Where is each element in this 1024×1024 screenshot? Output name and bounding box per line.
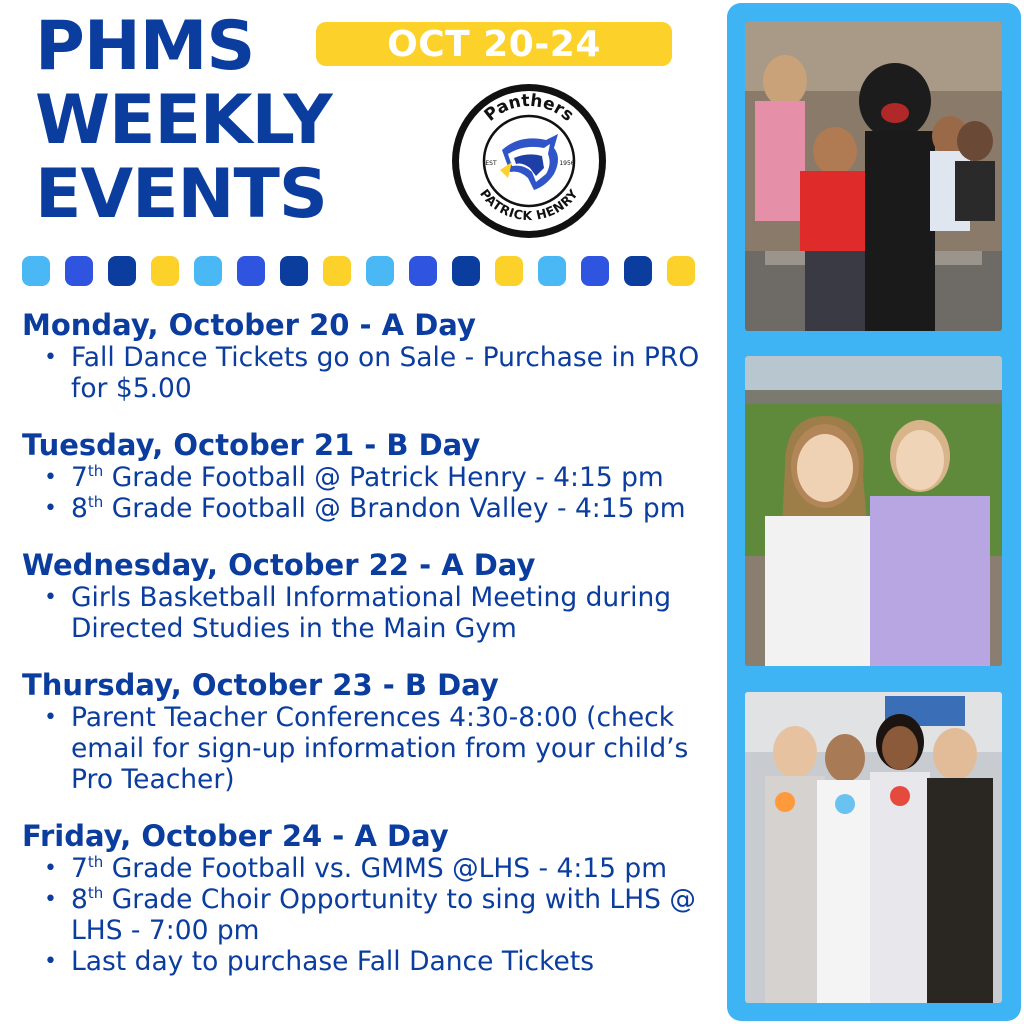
photo-strip (727, 3, 1021, 1021)
bullet-icon: • (44, 887, 57, 912)
weekly-schedule (22, 308, 727, 1001)
day-section (22, 428, 727, 524)
bullet-icon: • (44, 705, 57, 730)
decorative-dot (22, 256, 50, 286)
event-item (22, 462, 727, 493)
decorative-dot (624, 256, 652, 286)
day-heading: Monday, October 20 - A Day (22, 308, 476, 342)
event-text: Grade Choir Opportunity to sing with LHS @ LHS - 7:00 pm (71, 884, 696, 946)
day-section (22, 819, 727, 977)
day-heading: Friday, October 24 - A Day (22, 819, 449, 853)
bullet-icon: • (44, 345, 57, 370)
grade-number: 8 (71, 884, 88, 915)
event-list (22, 853, 727, 977)
event-text: Grade Football vs. GMMS @LHS - 4:15 pm (103, 853, 668, 884)
event-text: Fall Dance Tickets go on Sale - Purchase in PRO for $5.00 (71, 342, 700, 404)
day-section (22, 548, 727, 644)
date-range-text: OCT 20-24 (387, 23, 601, 65)
event-text: Last day to purchase Fall Dance Tickets (71, 946, 595, 977)
day-section (22, 668, 727, 795)
day-heading: Wednesday, October 22 - A Day (22, 548, 536, 582)
event-list (22, 462, 727, 524)
title-line-2: WEEKLY (35, 81, 332, 160)
decorative-dot (65, 256, 93, 286)
grade-number: 7 (71, 462, 88, 493)
event-list (22, 702, 727, 795)
photo-two-girls-outdoors (745, 356, 1002, 666)
decorative-dot (538, 256, 566, 286)
event-item (22, 493, 727, 524)
bullet-icon: • (44, 949, 57, 974)
event-text: Grade Football @ Patrick Henry - 4:15 pm (103, 462, 664, 493)
date-range-badge (316, 22, 672, 66)
decorative-dot (280, 256, 308, 286)
ordinal-suffix: th (87, 884, 104, 902)
decorative-dot (108, 256, 136, 286)
school-logo (450, 82, 608, 240)
decorative-dot (323, 256, 351, 286)
photo-students-with-panther-mascot (745, 21, 1002, 331)
decorative-dot (237, 256, 265, 286)
bullet-icon: • (44, 465, 57, 490)
bullet-icon: • (44, 496, 57, 521)
event-text: Grade Football @ Brandon Valley - 4:15 pm (103, 493, 686, 524)
event-item (22, 582, 727, 644)
event-item (22, 884, 727, 946)
logo-bottom-text: PATRICK HENRY (477, 186, 581, 224)
event-item (22, 702, 727, 795)
decorative-dot (366, 256, 394, 286)
logo-top-text: Panthers (480, 90, 578, 126)
photo-girls-with-leis-classroom (745, 692, 1002, 1003)
decorative-dot-row (22, 256, 695, 286)
decorative-dot (581, 256, 609, 286)
bullet-icon: • (44, 585, 57, 610)
day-heading: Tuesday, October 21 - B Day (22, 428, 481, 462)
event-text: Girls Basketball Informational Meeting during Directed Studies in the Main Gym (71, 582, 672, 644)
event-list (22, 582, 727, 644)
logo-badge (450, 82, 608, 240)
event-item (22, 342, 727, 404)
decorative-dot (667, 256, 695, 286)
decorative-dot (452, 256, 480, 286)
ordinal-suffix: th (87, 493, 104, 511)
day-section (22, 308, 727, 404)
event-text: Parent Teacher Conferences 4:30-8:00 (check email for sign-up information from your child’s Pro Teacher) (71, 702, 689, 795)
event-list (22, 342, 727, 404)
grade-number: 7 (71, 853, 88, 884)
decorative-dot (495, 256, 523, 286)
title-line-3: EVENTS (35, 155, 327, 234)
decorative-dot (194, 256, 222, 286)
decorative-dot (409, 256, 437, 286)
event-item (22, 946, 727, 977)
decorative-dot (151, 256, 179, 286)
ordinal-suffix: th (87, 853, 104, 871)
ordinal-suffix: th (87, 462, 104, 480)
bullet-icon: • (44, 856, 57, 881)
event-item (22, 853, 727, 884)
day-heading: Thursday, October 23 - B Day (22, 668, 499, 702)
logo-est-label: EST (485, 160, 497, 167)
title-line-1: PHMS (35, 7, 255, 86)
logo-est-year: 1956 (559, 160, 575, 167)
grade-number: 8 (71, 493, 88, 524)
